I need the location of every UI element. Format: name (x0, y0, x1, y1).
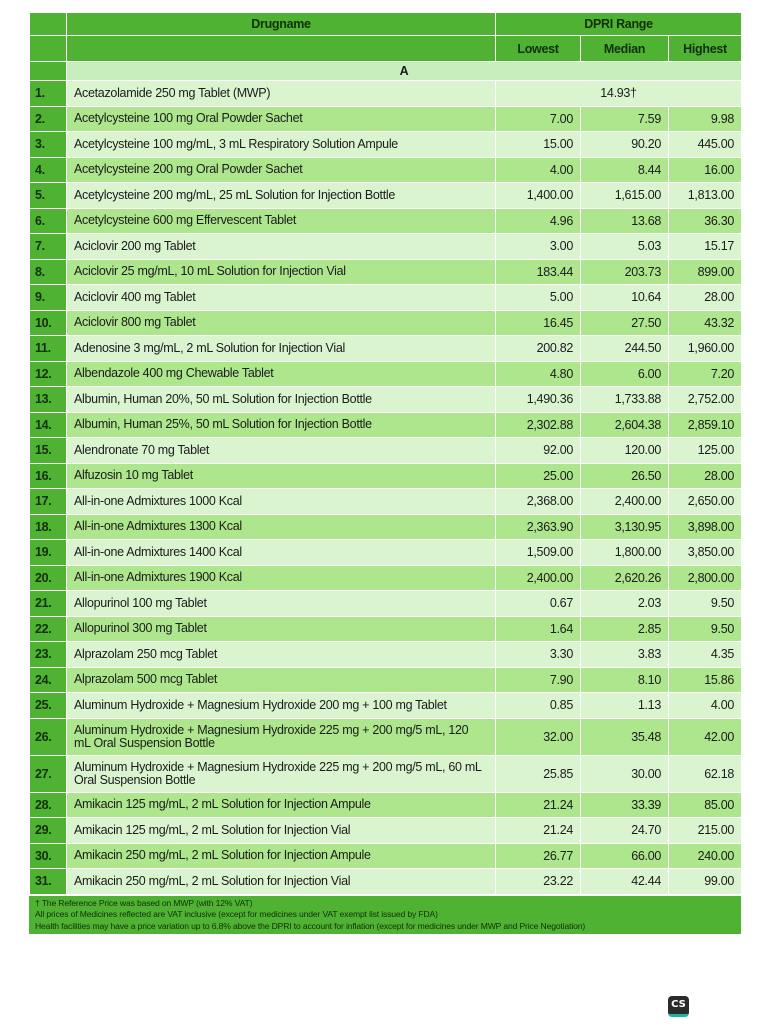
table-row (30, 489, 742, 515)
row-number: 2. (30, 106, 67, 132)
price-lowest: 26.77 (496, 843, 581, 869)
dpri-table (29, 12, 742, 895)
table-row (30, 843, 742, 869)
row-number: 12. (30, 361, 67, 387)
drug-name: Alprazolam 500 mcg Tablet (67, 667, 496, 693)
price-highest: 28.00 (669, 285, 742, 311)
table-row (30, 310, 742, 336)
drug-name: Allopurinol 100 mg Tablet (67, 591, 496, 617)
section-no-spacer (30, 62, 67, 81)
price-lowest: 2,400.00 (496, 565, 581, 591)
drug-name: Aluminum Hydroxide + Magnesium Hydroxide 200 mg + 100 mg Tablet (67, 693, 496, 719)
row-number: 27. (30, 755, 67, 792)
table-row (30, 818, 742, 844)
drug-name: Aciclovir 800 mg Tablet (67, 310, 496, 336)
price-lowest: 183.44 (496, 259, 581, 285)
table-row (30, 869, 742, 895)
price-median: 2.03 (581, 591, 669, 617)
drug-name: Acetylcysteine 200 mg Oral Powder Sachet (67, 157, 496, 183)
drug-name: Aciclovir 400 mg Tablet (67, 285, 496, 311)
header-lowest: Lowest (496, 36, 581, 62)
footnote-reference-price: † The Reference Price was based on MWP (with 12% VAT) (35, 897, 253, 908)
price-highest: 1,813.00 (669, 183, 742, 209)
footnote-vat: All prices of Medicines reflected are VAT inclusive (except for medicines under VAT exempt list issued by FDA) (35, 909, 438, 920)
camscanner-logo-icon: CS (668, 996, 689, 1017)
price-lowest: 92.00 (496, 438, 581, 464)
price-highest: 7.20 (669, 361, 742, 387)
price-highest: 2,650.00 (669, 489, 742, 515)
price-median: 1.13 (581, 693, 669, 719)
drug-name: Amikacin 250 mg/mL, 2 mL Solution for Injection Vial (67, 869, 496, 895)
row-number: 28. (30, 792, 67, 818)
price-lowest: 16.45 (496, 310, 581, 336)
row-number: 29. (30, 818, 67, 844)
row-number: 3. (30, 132, 67, 158)
price-highest: 15.17 (669, 234, 742, 260)
price-median: 13.68 (581, 208, 669, 234)
price-median: 35.48 (581, 718, 669, 755)
price-lowest: 0.85 (496, 693, 581, 719)
price-highest: 3,850.00 (669, 540, 742, 566)
price-median: 3,130.95 (581, 514, 669, 540)
table-row (30, 667, 742, 693)
drug-name: All-in-one Admixtures 1300 Kcal (67, 514, 496, 540)
drug-name: Amikacin 125 mg/mL, 2 mL Solution for Injection Vial (67, 818, 496, 844)
row-number: 14. (30, 412, 67, 438)
price-lowest: 3.00 (496, 234, 581, 260)
price-highest: 9.50 (669, 591, 742, 617)
row-number: 22. (30, 616, 67, 642)
table-row (30, 792, 742, 818)
drug-name: Allopurinol 300 mg Tablet (67, 616, 496, 642)
price-median: 66.00 (581, 843, 669, 869)
drug-name: Amikacin 125 mg/mL, 2 mL Solution for Injection Ampule (67, 792, 496, 818)
price-median: 8.44 (581, 157, 669, 183)
drug-name: Acetylcysteine 600 mg Effervescent Tablet (67, 208, 496, 234)
row-number: 11. (30, 336, 67, 362)
price-highest: 99.00 (669, 869, 742, 895)
row-number: 8. (30, 259, 67, 285)
price-lowest: 25.85 (496, 755, 581, 792)
row-number: 25. (30, 693, 67, 719)
table-row (30, 208, 742, 234)
table-row (30, 755, 742, 792)
price-lowest: 1,400.00 (496, 183, 581, 209)
drug-name: Aciclovir 200 mg Tablet (67, 234, 496, 260)
price-lowest: 7.00 (496, 106, 581, 132)
price-median: 10.64 (581, 285, 669, 311)
drug-name: Acetylcysteine 100 mg Oral Powder Sachet (67, 106, 496, 132)
price-highest: 36.30 (669, 208, 742, 234)
price-median: 1,800.00 (581, 540, 669, 566)
table-row (30, 157, 742, 183)
row-number: 5. (30, 183, 67, 209)
price-lowest: 23.22 (496, 869, 581, 895)
drug-name: Aluminum Hydroxide + Magnesium Hydroxide 225 mg + 200 mg/5 mL, 60 mL Oral Suspension Bottle (67, 755, 496, 792)
drug-name: Acetylcysteine 200 mg/mL, 25 mL Solution for Injection Bottle (67, 183, 496, 209)
price-highest: 2,800.00 (669, 565, 742, 591)
header-highest: Highest (669, 36, 742, 62)
price-median: 1,733.88 (581, 387, 669, 413)
header-drugname: Drugname (67, 13, 496, 36)
price-median: 42.44 (581, 869, 669, 895)
price-median: 6.00 (581, 361, 669, 387)
price-median: 26.50 (581, 463, 669, 489)
price-median: 2.85 (581, 616, 669, 642)
drug-name: Adenosine 3 mg/mL, 2 mL Solution for Injection Vial (67, 336, 496, 362)
drug-name: All-in-one Admixtures 1900 Kcal (67, 565, 496, 591)
price-lowest: 3.30 (496, 642, 581, 668)
price-lowest: 4.96 (496, 208, 581, 234)
price-median: 30.00 (581, 755, 669, 792)
table-row (30, 463, 742, 489)
price-median: 203.73 (581, 259, 669, 285)
table-row (30, 183, 742, 209)
table-row (30, 591, 742, 617)
drug-name: Amikacin 250 mg/mL, 2 mL Solution for Injection Ampule (67, 843, 496, 869)
price-highest: 9.98 (669, 106, 742, 132)
price-median: 5.03 (581, 234, 669, 260)
header-dpri-range: DPRI Range (496, 13, 742, 36)
price-highest: 4.00 (669, 693, 742, 719)
price-median: 8.10 (581, 667, 669, 693)
price-lowest: 1,490.36 (496, 387, 581, 413)
price-lowest: 21.24 (496, 792, 581, 818)
price-lowest: 0.67 (496, 591, 581, 617)
table-row (30, 387, 742, 413)
table-row (30, 438, 742, 464)
header-median: Median (581, 36, 669, 62)
price-highest: 445.00 (669, 132, 742, 158)
price-lowest: 5.00 (496, 285, 581, 311)
price-lowest: 2,368.00 (496, 489, 581, 515)
price-lowest: 15.00 (496, 132, 581, 158)
price-lowest: 4.00 (496, 157, 581, 183)
row-number: 31. (30, 869, 67, 895)
price-lowest: 32.00 (496, 718, 581, 755)
row-number: 18. (30, 514, 67, 540)
row-number: 21. (30, 591, 67, 617)
drug-name: Alfuzosin 10 mg Tablet (67, 463, 496, 489)
section-letter-row (30, 62, 742, 81)
drug-name: Acetazolamide 250 mg Tablet (MWP) (67, 81, 496, 107)
table-row (30, 234, 742, 260)
footnote-price-variation: Health facilities may have a price variation up to 6.8% above the DPRI to account for inflation (except for medicines under MWP and Price Negotiation) (35, 920, 586, 931)
price-highest: 85.00 (669, 792, 742, 818)
price-highest: 1,960.00 (669, 336, 742, 362)
price-highest: 9.50 (669, 616, 742, 642)
table-row (30, 336, 742, 362)
row-number: 10. (30, 310, 67, 336)
table-row (30, 285, 742, 311)
price-lowest: 2,302.88 (496, 412, 581, 438)
header-no-spacer-2 (30, 36, 67, 62)
price-median: 33.39 (581, 792, 669, 818)
price-median: 2,400.00 (581, 489, 669, 515)
row-number: 13. (30, 387, 67, 413)
table-row (30, 361, 742, 387)
price-lowest: 1.64 (496, 616, 581, 642)
price-median: 27.50 (581, 310, 669, 336)
price-highest: 240.00 (669, 843, 742, 869)
price-highest: 899.00 (669, 259, 742, 285)
drug-price-reference-sheet (29, 12, 741, 934)
row-number: 26. (30, 718, 67, 755)
drug-name: Albumin, Human 20%, 50 mL Solution for Injection Bottle (67, 387, 496, 413)
price-highest: 16.00 (669, 157, 742, 183)
table-row (30, 81, 742, 107)
drug-name: Albendazole 400 mg Chewable Tablet (67, 361, 496, 387)
price-median: 244.50 (581, 336, 669, 362)
price-highest: 125.00 (669, 438, 742, 464)
price-lowest: 7.90 (496, 667, 581, 693)
price-median: 1,615.00 (581, 183, 669, 209)
drug-name: Albumin, Human 25%, 50 mL Solution for Injection Bottle (67, 412, 496, 438)
drug-name: All-in-one Admixtures 1400 Kcal (67, 540, 496, 566)
drug-name: Aluminum Hydroxide + Magnesium Hydroxide 225 mg + 200 mg/5 mL, 120 mL Oral Suspension Bottle (67, 718, 496, 755)
row-number: 20. (30, 565, 67, 591)
price-highest: 42.00 (669, 718, 742, 755)
price-median: 120.00 (581, 438, 669, 464)
drug-name: Alprazolam 250 mcg Tablet (67, 642, 496, 668)
table-row (30, 412, 742, 438)
drug-name: Aciclovir 25 mg/mL, 10 mL Solution for Injection Vial (67, 259, 496, 285)
price-lowest: 21.24 (496, 818, 581, 844)
price-median: 3.83 (581, 642, 669, 668)
row-number: 6. (30, 208, 67, 234)
drug-name: All-in-one Admixtures 1000 Kcal (67, 489, 496, 515)
table-row (30, 693, 742, 719)
row-number: 9. (30, 285, 67, 311)
table-row (30, 718, 742, 755)
price-lowest: 4.80 (496, 361, 581, 387)
table-row (30, 642, 742, 668)
price-median: 2,620.26 (581, 565, 669, 591)
price-median: 2,604.38 (581, 412, 669, 438)
table-row (30, 259, 742, 285)
row-number: 19. (30, 540, 67, 566)
header-row-sub (30, 36, 742, 62)
row-number: 24. (30, 667, 67, 693)
price-highest: 2,859.10 (669, 412, 742, 438)
header-name-spacer (67, 36, 496, 62)
reference-price: 14.93† (496, 81, 742, 107)
price-highest: 43.32 (669, 310, 742, 336)
price-median: 7.59 (581, 106, 669, 132)
table-row (30, 106, 742, 132)
price-median: 24.70 (581, 818, 669, 844)
price-highest: 4.35 (669, 642, 742, 668)
price-highest: 215.00 (669, 818, 742, 844)
table-row (30, 132, 742, 158)
price-highest: 28.00 (669, 463, 742, 489)
price-lowest: 1,509.00 (496, 540, 581, 566)
table-row (30, 616, 742, 642)
table-row (30, 540, 742, 566)
drug-name: Acetylcysteine 100 mg/mL, 3 mL Respiratory Solution Ampule (67, 132, 496, 158)
price-lowest: 25.00 (496, 463, 581, 489)
section-letter: A (67, 62, 742, 81)
row-number: 17. (30, 489, 67, 515)
header-no-spacer (30, 13, 67, 36)
row-number: 23. (30, 642, 67, 668)
price-highest: 15.86 (669, 667, 742, 693)
row-number: 16. (30, 463, 67, 489)
table-row (30, 565, 742, 591)
drug-name: Alendronate 70 mg Tablet (67, 438, 496, 464)
row-number: 30. (30, 843, 67, 869)
table-row (30, 514, 742, 540)
row-number: 1. (30, 81, 67, 107)
row-number: 15. (30, 438, 67, 464)
price-median: 90.20 (581, 132, 669, 158)
price-lowest: 2,363.90 (496, 514, 581, 540)
header-row-top (30, 13, 742, 36)
price-lowest: 200.82 (496, 336, 581, 362)
row-number: 7. (30, 234, 67, 260)
footnotes (29, 895, 741, 935)
price-highest: 3,898.00 (669, 514, 742, 540)
price-highest: 62.18 (669, 755, 742, 792)
row-number: 4. (30, 157, 67, 183)
price-highest: 2,752.00 (669, 387, 742, 413)
